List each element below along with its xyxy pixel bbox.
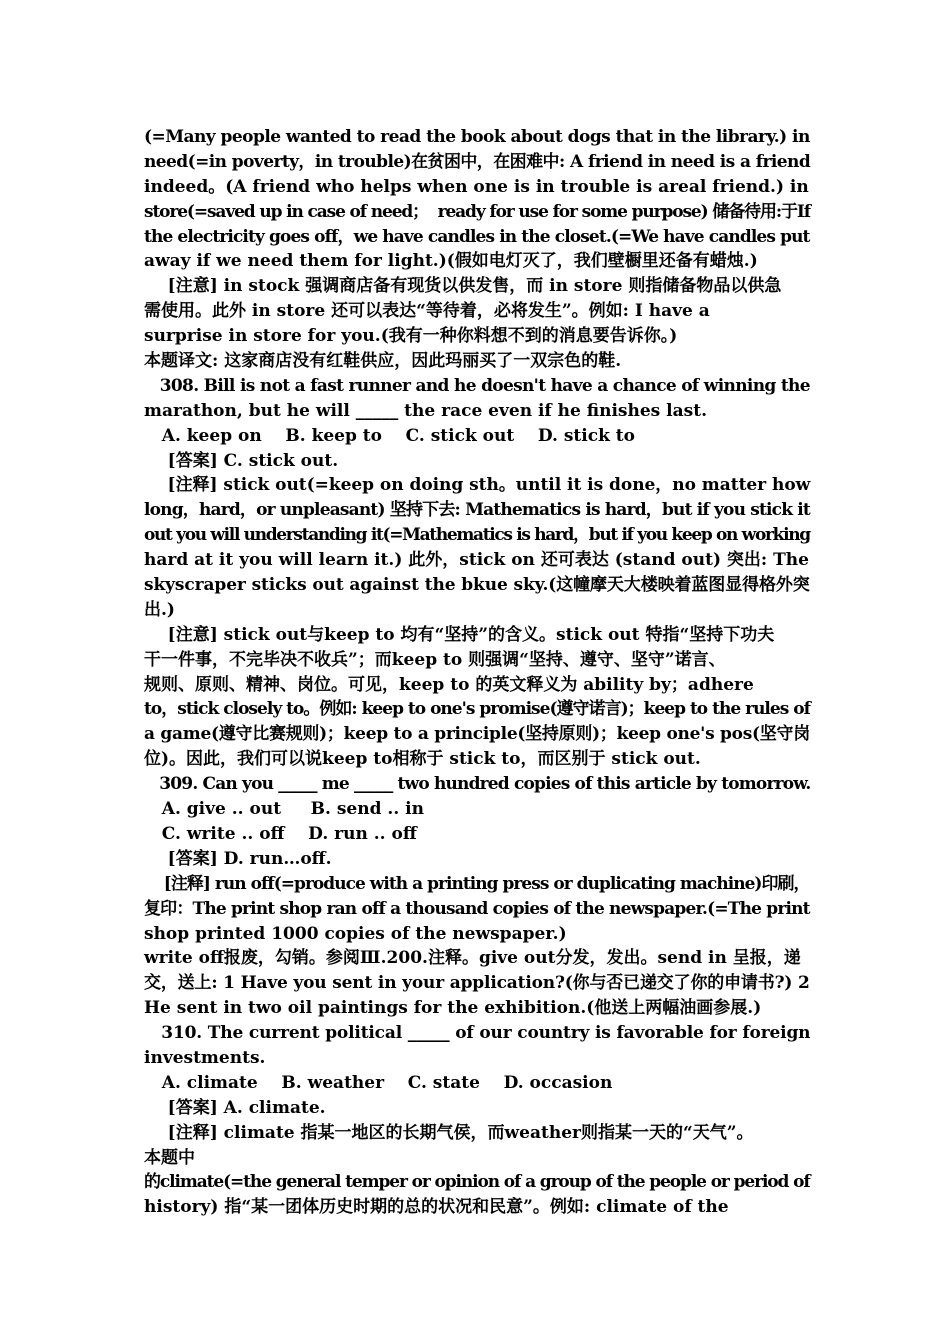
text-line: A. give .. out B. send .. in: [144, 799, 424, 820]
text-line: 的climate(=the general temper or opinion of a group of the people or period of: [144, 1172, 810, 1193]
text-line: hard at it you will learn it.) 此外，stick on 还可表达 (stand out) 突出: The: [144, 550, 809, 571]
text-line: [注释] run off(=produce with a printing press or duplicating machine)印刷，: [144, 873, 810, 894]
text-line: marathon, but he will _____ the race even if he finishes last.: [144, 400, 707, 421]
text-line: A. keep on B. keep to C. stick out D. stick to: [144, 425, 635, 446]
text-line: C. write .. off D. run .. off: [144, 823, 417, 844]
text-line: out you will understanding it(=Mathematics is hard，but if you keep on working: [144, 525, 810, 546]
text-line: [答案] C. stick out.: [144, 450, 339, 471]
text-line: [注释] climate 指某一地区的长期气侯，而weather则指某一天的“天气”。: [144, 1122, 754, 1143]
text-line: 308. Bill is not a fast runner and he doesn't have a chance of winning the: [144, 375, 810, 396]
text-line: need(=in poverty，in trouble)在贫困中，在困难中: A friend in need is a friend: [144, 151, 811, 172]
text-line: write off报废，勾销。参阅Ⅲ.200.注释。give out分发，发出。send in 呈报，递: [144, 948, 801, 969]
text-line: to，stick closely to。例如: keep to one's promise(遵守诺言)；keep to the rules of: [144, 699, 810, 720]
document-page: [144, 125, 810, 1220]
text-line: 干一件事，不完毕决不收兵”；而keep to 则强调“坚持、遵守、坚守”诺言、: [144, 649, 726, 670]
text-line: 本题译文: 这家商店没有红鞋供应，因此玛丽买了一双宗色的鞋.: [144, 351, 622, 372]
text-line: a game(遵守比赛规则)；keep to a principle(坚持原则)；keep one's pos(坚守岗: [144, 724, 810, 745]
text-line: 复印：The print shop ran off a thousand copies of the newspaper.(=The print: [144, 898, 810, 919]
text-line: 规则、原则、精神、岗位。可见，keep to 的英文释义为 ability by；adhere: [144, 674, 754, 695]
text-line: [答案] D. run…off.: [144, 848, 332, 869]
text-line: the electricity goes off，we have candles in the closet.(=We have candles put: [144, 226, 810, 247]
text-line: 需使用。此外 in store 还可以表达“等待着，必将发生”。例如: I have a: [144, 301, 710, 322]
text-line: A. climate B. weather C. state D. occasion: [144, 1072, 613, 1093]
text-line: [注意] stick out与keep to 均有“坚持”的含义。stick out 特指“坚持下功夫: [144, 624, 775, 645]
text-line: skyscraper sticks out against the bkue sky.(这幢摩天大楼映着蓝图显得格外突: [144, 575, 810, 596]
text-line: [注释] stick out(=keep on doing sth。until it is done，no matter how: [144, 475, 811, 496]
text-line: history) 指“某一团体历史时期的总的状况和民意”。例如: climate of the: [144, 1197, 729, 1218]
text-line: 310. The current political _____ of our country is favorable for foreign: [144, 1023, 811, 1044]
text-line: shop printed 1000 copies of the newspaper.): [144, 923, 567, 944]
text-line: He sent in two oil paintings for the exhibition.(他送上两幅油画参展.): [144, 998, 762, 1019]
text-line: away if we need them for light.)(假如电灯灭了，我们壁橱里还备有蜡烛.): [144, 251, 758, 272]
text-line: [答案] A. climate.: [144, 1097, 326, 1118]
text-line: long，hard，or unpleasant) 坚持下去: Mathematics is hard，but if you stick it: [144, 500, 810, 521]
text-line: surprise in store for you.(我有一种你料想不到的消息要告诉你。): [144, 326, 678, 347]
text-line: 本题中: [144, 1147, 195, 1168]
text-line: 309. Can you _____ me _____ two hundred copies of this article by tomorrow.: [144, 774, 811, 795]
text-line: investments.: [144, 1047, 266, 1068]
text-line: [注意] in stock 强调商店备有现货以供发售，而 in store 则指储备物品以供急: [144, 276, 782, 297]
text-line: store(=saved up in case of need； ready for use for some purpose) 储备待用:于If: [144, 201, 810, 222]
text-line: (=Many people wanted to read the book about dogs that in the library.) in: [144, 127, 810, 147]
text-line: 出.): [144, 599, 175, 620]
text-line: 位)。因此，我们可以说keep to相称于 stick to，而区别于 stick out.: [144, 749, 701, 770]
text-line: 交，送上: 1 Have you sent in your application?(你与否已递交了你的申请书?) 2: [144, 973, 810, 994]
text-line: indeed。(A friend who helps when one is in trouble is areal friend.) in: [144, 176, 809, 197]
